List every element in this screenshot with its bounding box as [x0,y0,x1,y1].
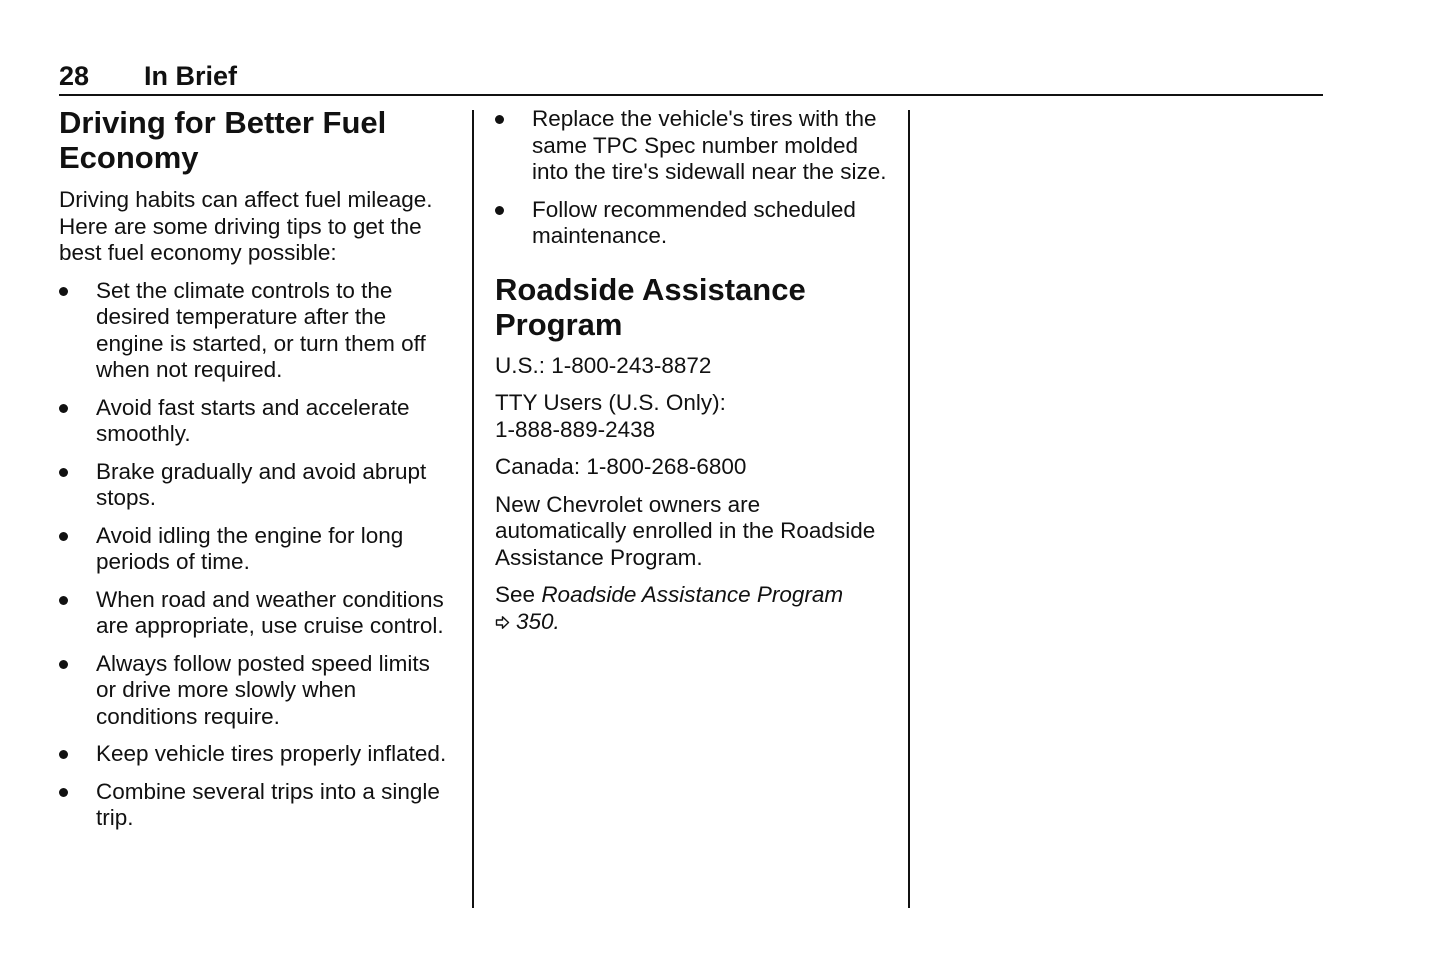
page-number: 28 [59,61,90,91]
bullet-dot-icon [59,750,68,759]
list-item [59,395,454,448]
bullet-dot-icon [59,596,68,605]
list-item-text: Keep vehicle tires properly inflated. [96,741,447,766]
column-left [59,105,454,843]
see-prefix: See [495,582,536,607]
list-item [59,779,454,832]
enrollment-text: New Chevrolet owners are automatically enrolled in the Roadside Assistance Program. [495,491,876,570]
roadside-heading: Roadside Assistance Program [495,271,806,342]
list-item [59,523,454,576]
canada-phone: Canada: 1-800-268-6800 [495,454,747,479]
list-item [59,651,454,731]
fuel-tips-list [59,278,454,832]
fuel-tips-list-continued [495,106,895,250]
column-middle [495,106,895,647]
fuel-economy-intro: Driving habits can affect fuel mileage. Here are some driving tips to get the best fuel economy possible: [59,187,433,265]
tty-label: TTY Users (U.S. Only): [495,390,726,415]
reference-page[interactable]: 350. [516,608,560,634]
bullet-dot-icon [59,287,68,296]
list-item [495,106,895,186]
list-item-text: Avoid fast starts and accelerate smoothly. [96,394,410,446]
list-item-text: Combine several trips into a single trip. [96,778,440,830]
list-item-text: Always follow posted speed limits or drive more slowly when conditions require. [96,650,430,729]
bullet-dot-icon [59,532,68,541]
list-item-text: Set the climate controls to the desired temperature after the engine is started, or turn them off when not required. [96,277,426,382]
bullet-dot-icon [59,468,68,477]
list-item [59,741,454,768]
bullet-dot-icon [495,206,504,215]
list-item [59,278,454,384]
tty-info [495,390,895,443]
fuel-economy-heading: Driving for Better Fuel Economy [59,105,387,175]
list-item-text: When road and weather conditions are appropriate, use cruise control. [96,586,444,638]
column-divider [908,110,910,908]
page-header [59,58,1323,96]
bullet-dot-icon [59,404,68,413]
list-item-text: Avoid idling the engine for long periods of time. [96,522,404,574]
list-item-text: Replace the vehicle's tires with the same TPC Spec number molded into the tire's sidewall near the size. [532,106,887,184]
column-divider [472,110,474,908]
bullet-dot-icon [495,115,504,124]
section-title: In Brief [144,61,238,91]
bullet-dot-icon [59,660,68,669]
list-item-text: Follow recommended scheduled maintenance. [532,196,856,248]
arrow-right-outline-icon [495,610,510,637]
list-item [59,587,454,640]
list-item [495,197,895,250]
reference-title[interactable]: Roadside Assistance Program [541,582,844,607]
tty-phone: 1-888-889-2438 [495,416,656,442]
us-phone: U.S.: 1-800-243-8872 [495,352,712,378]
list-item [59,459,454,512]
bullet-dot-icon [59,788,68,797]
see-reference [495,582,895,636]
list-item-text: Brake gradually and avoid abrupt stops. [96,458,427,510]
